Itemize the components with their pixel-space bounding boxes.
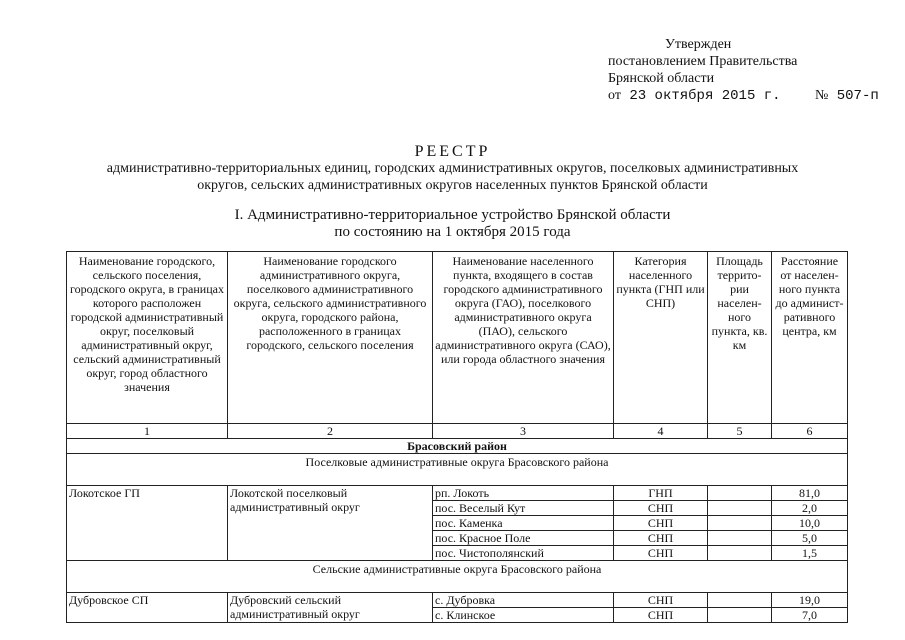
header-cell: Расстояние от населен-ного пункта до админист-ративного центра, км (772, 252, 848, 424)
locality-cell: с. Дубровка (433, 593, 614, 608)
header-cell: Наименование городского административного округа, поселкового административного округа, сельского административного округа, городского района, расположенного в границах городского, сельского поселения (228, 252, 433, 424)
locality-cell: пос. Каменка (433, 516, 614, 531)
category-cell: СНП (614, 608, 708, 623)
locality-cell: пос. Красное Поле (433, 531, 614, 546)
category-cell: СНП (614, 531, 708, 546)
registry-title: РЕЕСТР (414, 143, 491, 160)
distance-cell: 7,0 (772, 608, 848, 623)
category-cell: СНП (614, 516, 708, 531)
number-label: № (814, 88, 829, 103)
distance-cell: 2,0 (772, 501, 848, 516)
okrug-cell: Локотской поселковый административный округ (228, 486, 433, 561)
settlement-cell: Локотское ГП (67, 486, 228, 561)
registry-table (66, 251, 848, 623)
category-cell: СНП (614, 546, 708, 561)
section-line1: I. Административно-территориальное устройство Брянской области (234, 207, 671, 223)
column-number: 2 (228, 424, 433, 439)
registry-subtitle (0, 160, 905, 194)
section-heading (0, 207, 905, 241)
locality-cell: пос. Веселый Кут (433, 501, 614, 516)
distance-cell: 19,0 (772, 593, 848, 608)
column-number-row (67, 424, 848, 439)
table-row (67, 593, 848, 608)
okrug-cell: Дубровский сельский административный округ (228, 593, 433, 623)
header-cell: Площадь террито-рии населен-ного пункта, кв. км (708, 252, 772, 424)
header-cell: Категория населенного пункта (ГНП или СНП) (614, 252, 708, 424)
header-cell: Наименование населенного пункта, входящего в состав городского административного округа (ГАО), поселкового административного округа (ПАО), сельского административного округа (САО), или города областного значения (433, 252, 614, 424)
region-name: Брасовский район (67, 439, 848, 454)
approval-date: 23 октября 2015 г. (629, 88, 781, 104)
column-number: 3 (433, 424, 614, 439)
locality-cell: пос. Чистополянский (433, 546, 614, 561)
section-row (67, 454, 848, 486)
column-number: 5 (708, 424, 772, 439)
date-prefix: от (608, 88, 621, 103)
distance-cell: 81,0 (772, 486, 848, 501)
settlement-cell: Дубровское СП (67, 593, 228, 623)
subtitle-line2: округов, сельских административных округов населенных пунктов Брянской области (197, 178, 708, 193)
category-cell: СНП (614, 593, 708, 608)
distance-cell: 1,5 (772, 546, 848, 561)
section-row (67, 561, 848, 593)
column-number: 4 (614, 424, 708, 439)
section-line2: по состоянию на 1 октября 2015 года (334, 224, 571, 240)
area-cell (708, 608, 772, 623)
locality-cell: с. Клинское (433, 608, 614, 623)
region-row (67, 439, 848, 454)
distance-cell: 5,0 (772, 531, 848, 546)
approval-line2: постановлением Правительства (608, 54, 798, 69)
distance-cell: 10,0 (772, 516, 848, 531)
approval-line1: Утвержден (665, 37, 732, 52)
subtitle-line1: административно-территориальных единиц, городских административных округов, поселковых административных (106, 161, 799, 176)
area-cell (708, 593, 772, 608)
table-row (67, 486, 848, 501)
column-number: 1 (67, 424, 228, 439)
approval-line3: Брянской области (608, 71, 715, 86)
category-cell: СНП (614, 501, 708, 516)
column-number: 6 (772, 424, 848, 439)
section-name: Сельские административные округа Брасовского района (67, 561, 848, 593)
category-cell: ГНП (614, 486, 708, 501)
locality-cell: рп. Локоть (433, 486, 614, 501)
approval-number: 507-п (836, 88, 879, 104)
area-cell (708, 516, 772, 531)
section-name: Поселковые административные округа Брасовского района (67, 454, 848, 486)
approval-date-row (608, 87, 879, 105)
area-cell (708, 501, 772, 516)
header-row (67, 252, 848, 424)
header-cell: Наименование городского, сельского поселения, городского округа, в границах которого расположен городской административный округ, поселковый административный округ, сельский административный округ, город областного значения (67, 252, 228, 424)
area-cell (708, 486, 772, 501)
area-cell (708, 531, 772, 546)
area-cell (708, 546, 772, 561)
approval-block (608, 36, 879, 105)
